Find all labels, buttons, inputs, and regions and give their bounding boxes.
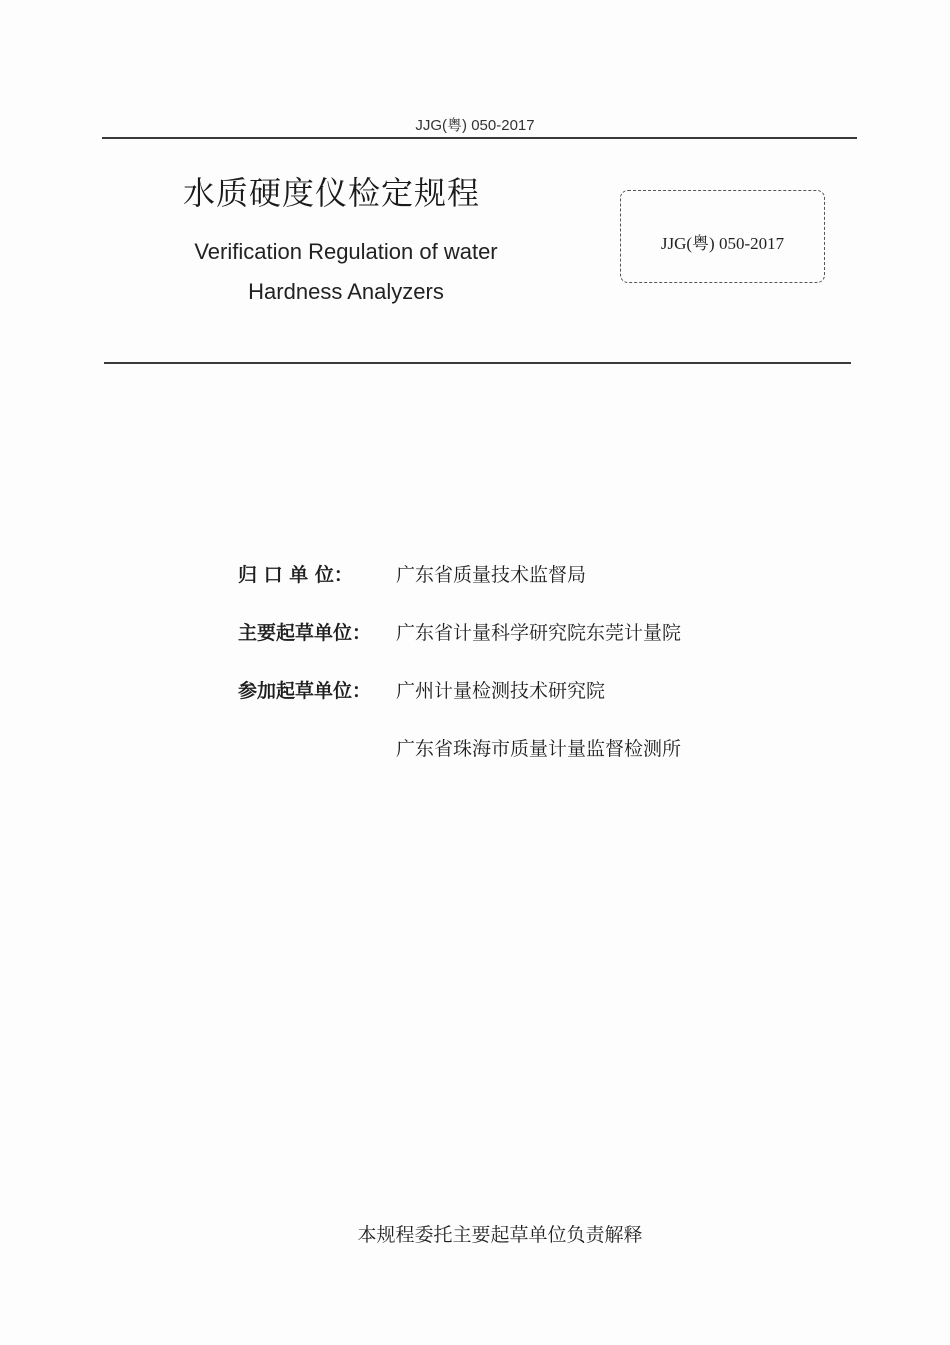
unit-value: 广州计量检测技术研究院 — [396, 680, 606, 702]
unit-row-main-drafter — [238, 618, 681, 676]
unit-value: 广东省质量技术监督局 — [396, 564, 587, 586]
drafting-units — [238, 560, 681, 792]
interpretation-note: 本规程委托主要起草单位负责解释 — [357, 1224, 643, 1246]
header-rule — [102, 137, 857, 139]
title-english-line-1: Verification Regulation of water — [194, 239, 498, 264]
unit-row-participating-drafter — [238, 676, 681, 734]
title-english — [170, 232, 522, 312]
header-standard-code: JJG(粤) 050-2017 — [415, 117, 535, 134]
unit-label: 参加起草单位： — [238, 680, 372, 702]
unit-label: 归 口 单 位： — [238, 564, 353, 586]
unit-value: 广东省计量科学研究院东莞计量院 — [396, 622, 682, 644]
standard-code-box — [620, 190, 825, 283]
unit-value: 广东省珠海市质量计量监督检测所 — [396, 738, 682, 760]
unit-row-centralized — [238, 560, 681, 618]
unit-label: 主要起草单位： — [238, 622, 372, 644]
title-rule — [104, 362, 851, 364]
unit-row-participating-drafter-2 — [238, 734, 681, 792]
title-chinese: 水质硬度仪检定规程 — [183, 174, 481, 212]
standard-code-box-text: JJG(粤) 050-2017 — [660, 234, 785, 253]
title-english-line-2: Hardness Analyzers — [248, 279, 444, 304]
